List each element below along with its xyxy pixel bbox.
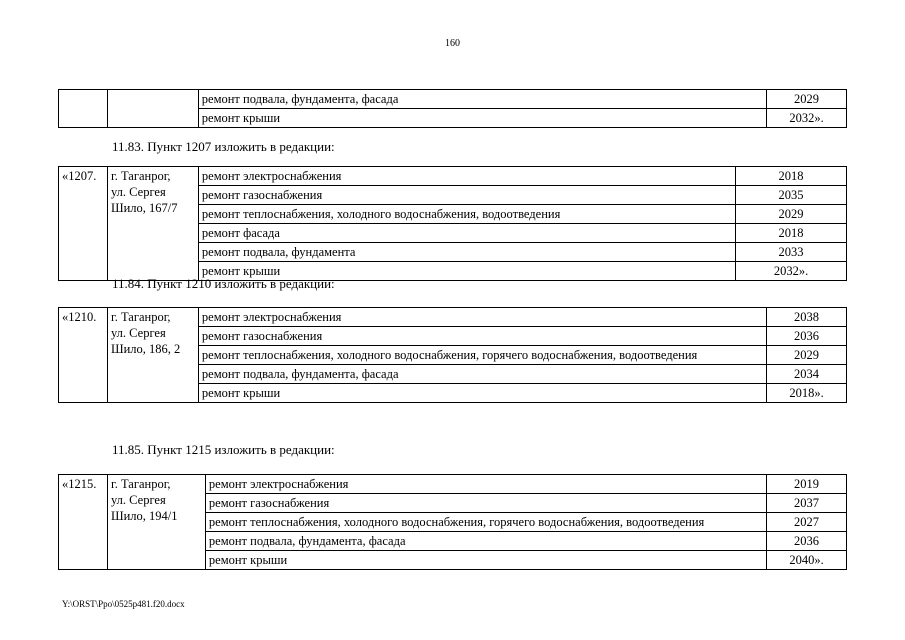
item-number: «1210. — [59, 308, 108, 403]
address-cell — [107, 90, 198, 128]
year-cell: 2029 — [736, 205, 847, 224]
year-cell: 2040». — [767, 551, 847, 570]
work-cell: ремонт подвала, фундамента, фасада — [198, 365, 766, 384]
item-address: г. Таганрог, ул. Сергея Шило, 186, 2 — [107, 308, 198, 403]
table-row — [59, 167, 847, 186]
work-cell: ремонт подвала, фундамента — [198, 243, 735, 262]
page-number: 160 — [445, 38, 460, 49]
year-cell: 2029 — [767, 90, 847, 109]
work-cell: ремонт электроснабжения — [198, 167, 735, 186]
item-address: г. Таганрог, ул. Сергея Шило, 194/1 — [107, 475, 205, 570]
section-heading: 11.83. Пункт 1207 изложить в редакции: — [112, 139, 335, 154]
item-table-1215 — [58, 474, 847, 570]
work-cell: ремонт газоснабжения — [198, 186, 735, 205]
table-row — [59, 90, 847, 109]
item-number: «1207. — [59, 167, 108, 281]
work-cell: ремонт подвала, фундамента, фасада — [198, 90, 766, 109]
year-cell: 2033 — [736, 243, 847, 262]
year-cell: 2018 — [736, 167, 847, 186]
year-cell: 2037 — [767, 494, 847, 513]
table-row — [59, 475, 847, 494]
work-cell: ремонт подвала, фундамента, фасада — [205, 532, 766, 551]
work-cell: ремонт газоснабжения — [205, 494, 766, 513]
year-cell: 2038 — [767, 308, 847, 327]
year-cell: 2036 — [767, 532, 847, 551]
year-cell: 2032». — [767, 109, 847, 128]
work-cell: ремонт крыши — [198, 109, 766, 128]
item-address: г. Таганрог, ул. Сергея Шило, 167/7 — [107, 167, 198, 281]
work-cell: ремонт крыши — [198, 384, 766, 403]
section-heading: 11.84. Пункт 1210 изложить в редакции: — [112, 276, 335, 291]
number-cell — [59, 90, 108, 128]
work-cell: ремонт газоснабжения — [198, 327, 766, 346]
year-cell: 2035 — [736, 186, 847, 205]
year-cell: 2018 — [736, 224, 847, 243]
section-heading: 11.85. Пункт 1215 изложить в редакции: — [112, 442, 335, 457]
work-cell: ремонт теплоснабжения, холодного водоснабжения, горячего водоснабжения, водоотведения — [205, 513, 766, 532]
item-table-1207 — [58, 166, 847, 281]
work-cell: ремонт электроснабжения — [205, 475, 766, 494]
work-cell: ремонт крыши — [205, 551, 766, 570]
year-cell: 2018». — [767, 384, 847, 403]
work-cell: ремонт теплоснабжения, холодного водоснабжения, водоотведения — [198, 205, 735, 224]
work-cell: ремонт крыши — [198, 262, 735, 281]
table-row — [59, 308, 847, 327]
year-cell: 2019 — [767, 475, 847, 494]
item-number: «1215. — [59, 475, 108, 570]
work-cell: ремонт фасада — [198, 224, 735, 243]
year-cell: 2036 — [767, 327, 847, 346]
work-cell: ремонт электроснабжения — [198, 308, 766, 327]
item-table-1210 — [58, 307, 847, 403]
file-path-footer: Y:\ORST\Ppo\0525p481.f20.docx — [62, 599, 185, 609]
continuation-table — [58, 89, 847, 128]
year-cell: 2029 — [767, 346, 847, 365]
work-cell: ремонт теплоснабжения, холодного водоснабжения, горячего водоснабжения, водоотведения — [198, 346, 766, 365]
year-cell: 2034 — [767, 365, 847, 384]
year-cell: 2027 — [767, 513, 847, 532]
year-cell: 2032». — [736, 262, 847, 281]
